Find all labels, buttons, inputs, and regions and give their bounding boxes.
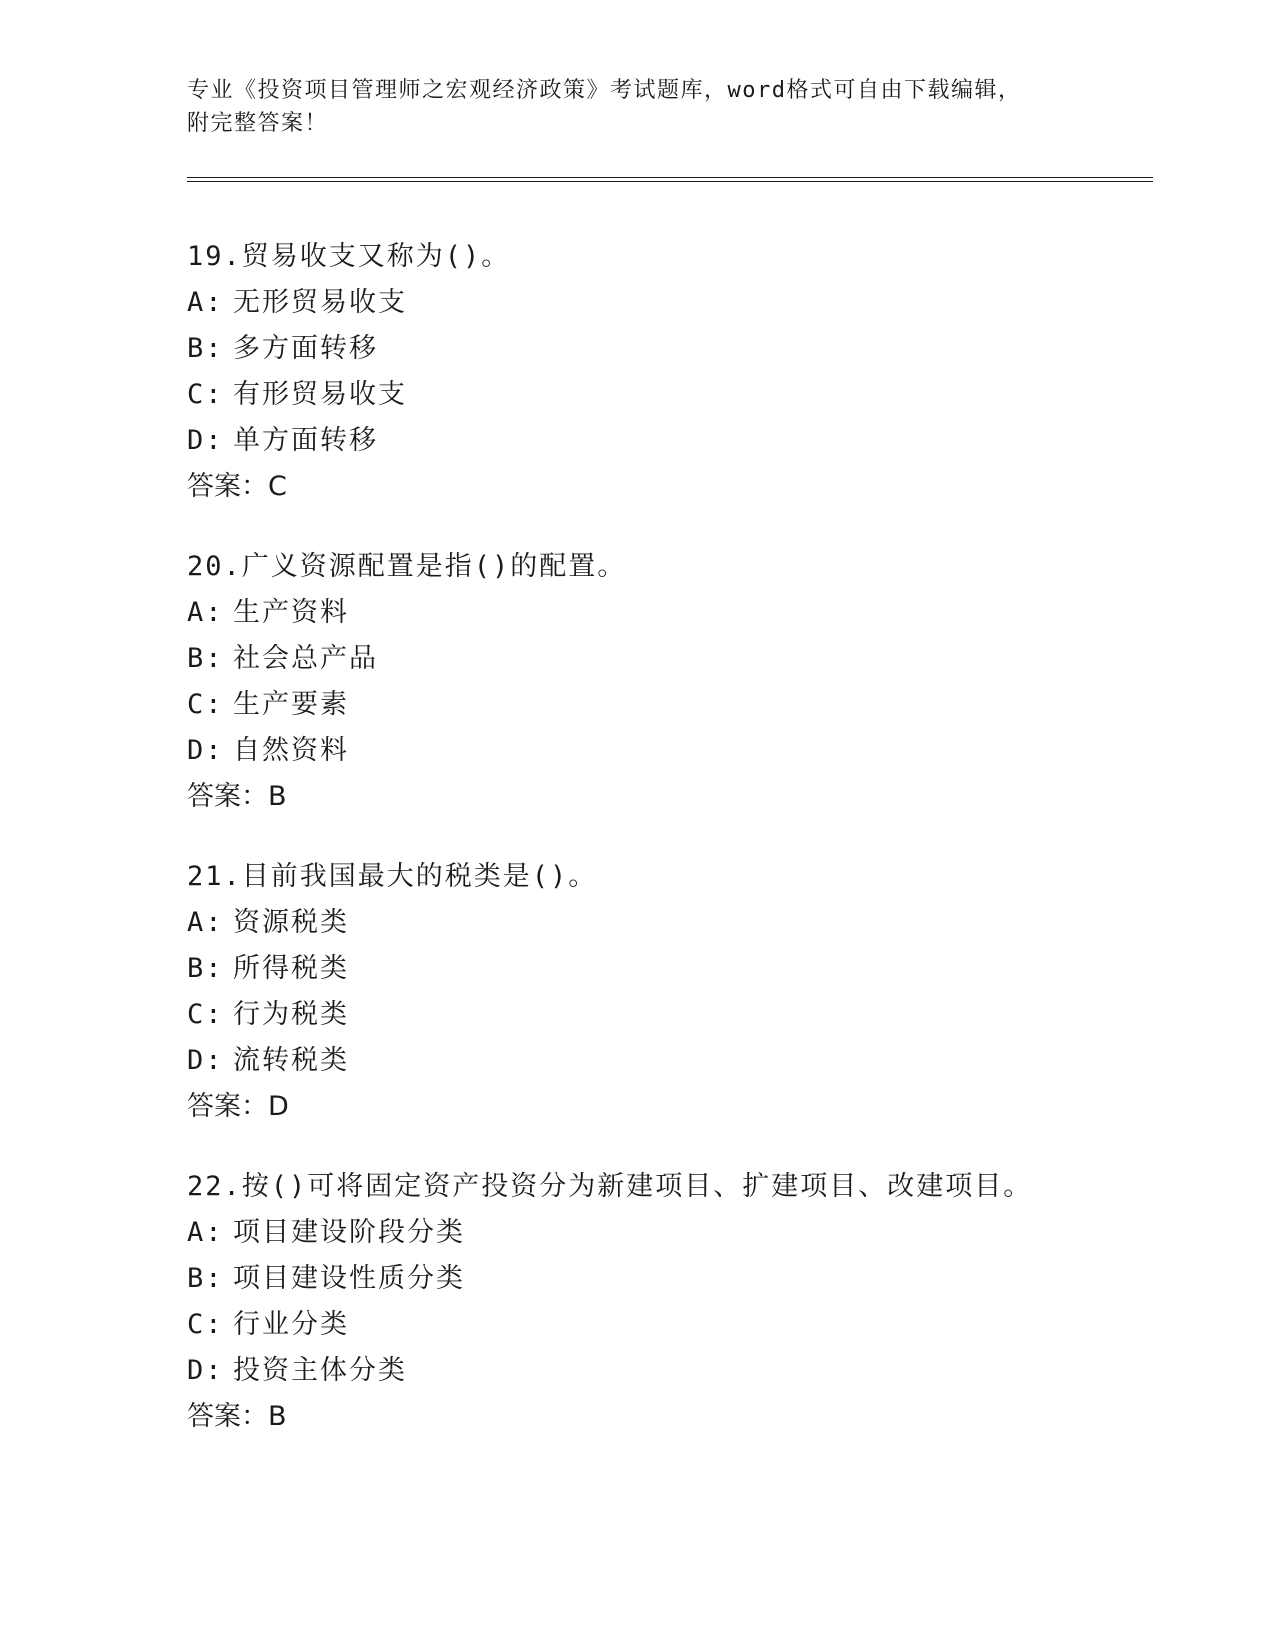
- option-text: 所得税类: [233, 953, 349, 984]
- option-d: [187, 1038, 1167, 1084]
- question-22: [187, 1164, 1167, 1440]
- header-line-1: 专业《投资项目管理师之宏观经济政策》考试题库，word格式可自由下载编辑，: [187, 78, 1022, 103]
- option-key: C:: [187, 379, 224, 410]
- option-a: [187, 1210, 1167, 1256]
- option-key: C:: [187, 1309, 224, 1340]
- option-text: 流转税类: [233, 1045, 349, 1076]
- option-key: A:: [187, 907, 224, 938]
- option-d: [187, 418, 1167, 464]
- option-key: A:: [187, 287, 224, 318]
- option-b: [187, 1256, 1167, 1302]
- option-a: [187, 590, 1167, 636]
- option-text: 单方面转移: [233, 425, 378, 456]
- option-text: 多方面转移: [233, 333, 378, 364]
- question-21: [187, 854, 1167, 1130]
- option-text: 生产资料: [233, 597, 349, 628]
- option-text: 有形贸易收支: [233, 379, 407, 410]
- question-stem: 21.目前我国最大的税类是()。: [187, 861, 598, 892]
- answer-line: 答案：D: [187, 1091, 289, 1122]
- option-key: D:: [187, 735, 224, 766]
- option-text: 行业分类: [233, 1309, 349, 1340]
- option-b: [187, 946, 1167, 992]
- option-d: [187, 728, 1167, 774]
- answer-line: 答案：C: [187, 471, 287, 502]
- option-key: B:: [187, 333, 224, 364]
- option-d: [187, 1348, 1167, 1394]
- answer-line: 答案：B: [187, 1401, 287, 1432]
- document-header: [187, 74, 1087, 140]
- option-key: B:: [187, 953, 224, 984]
- option-key: A:: [187, 597, 224, 628]
- option-key: B:: [187, 643, 224, 674]
- header-line-2: 附完整答案！: [187, 111, 329, 136]
- question-19: [187, 234, 1167, 510]
- option-text: 投资主体分类: [233, 1355, 407, 1386]
- option-c: [187, 682, 1167, 728]
- option-a: [187, 900, 1167, 946]
- option-text: 社会总产品: [233, 643, 378, 674]
- option-text: 自然资料: [233, 735, 349, 766]
- question-stem: 19.贸易收支又称为()。: [187, 241, 511, 272]
- option-c: [187, 372, 1167, 418]
- option-key: B:: [187, 1263, 224, 1294]
- option-key: D:: [187, 1045, 224, 1076]
- option-b: [187, 636, 1167, 682]
- option-text: 生产要素: [233, 689, 349, 720]
- option-text: 项目建设性质分类: [233, 1263, 465, 1294]
- option-text: 项目建设阶段分类: [233, 1217, 465, 1248]
- option-key: A:: [187, 1217, 224, 1248]
- option-key: C:: [187, 689, 224, 720]
- option-text: 行为税类: [233, 999, 349, 1030]
- question-stem: 22.按()可将固定资产投资分为新建项目、扩建项目、改建项目。: [187, 1171, 1033, 1202]
- question-list: [187, 234, 1167, 1474]
- question-20: [187, 544, 1167, 820]
- option-key: D:: [187, 425, 224, 456]
- option-text: 资源税类: [233, 907, 349, 938]
- option-key: C:: [187, 999, 224, 1030]
- option-a: [187, 280, 1167, 326]
- option-c: [187, 1302, 1167, 1348]
- option-c: [187, 992, 1167, 1038]
- option-b: [187, 326, 1167, 372]
- question-stem: 20.广义资源配置是指()的配置。: [187, 551, 627, 582]
- header-divider: [187, 177, 1153, 182]
- option-key: D:: [187, 1355, 224, 1386]
- option-text: 无形贸易收支: [233, 287, 407, 318]
- answer-line: 答案：B: [187, 781, 287, 812]
